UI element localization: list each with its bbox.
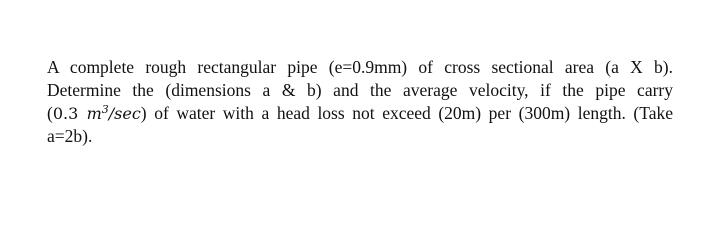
unit-meter: m xyxy=(86,104,102,123)
problem-line-2: Determine the (dimensions a & b) and the average velocity, if the pipe carry xyxy=(47,80,673,100)
problem-line-3 xyxy=(47,102,673,125)
unit-per-second: /sec xyxy=(108,104,141,123)
problem-statement xyxy=(47,56,673,148)
flow-rate-expression xyxy=(53,104,141,123)
close-paren: ) xyxy=(140,103,147,123)
problem-line-1: A complete rough rectangular pipe (e=0.9mm) of cross sectional area (a X b). xyxy=(47,57,673,77)
problem-line-4: a=2b). xyxy=(47,126,93,146)
open-paren: ( xyxy=(47,103,53,123)
unit-exponent: 3 xyxy=(101,103,109,116)
flow-rate-value: 0.3 xyxy=(52,104,79,123)
problem-line-3-rest: of water with a head loss not exceed (20m) per (300m) length. (Take xyxy=(146,103,673,123)
